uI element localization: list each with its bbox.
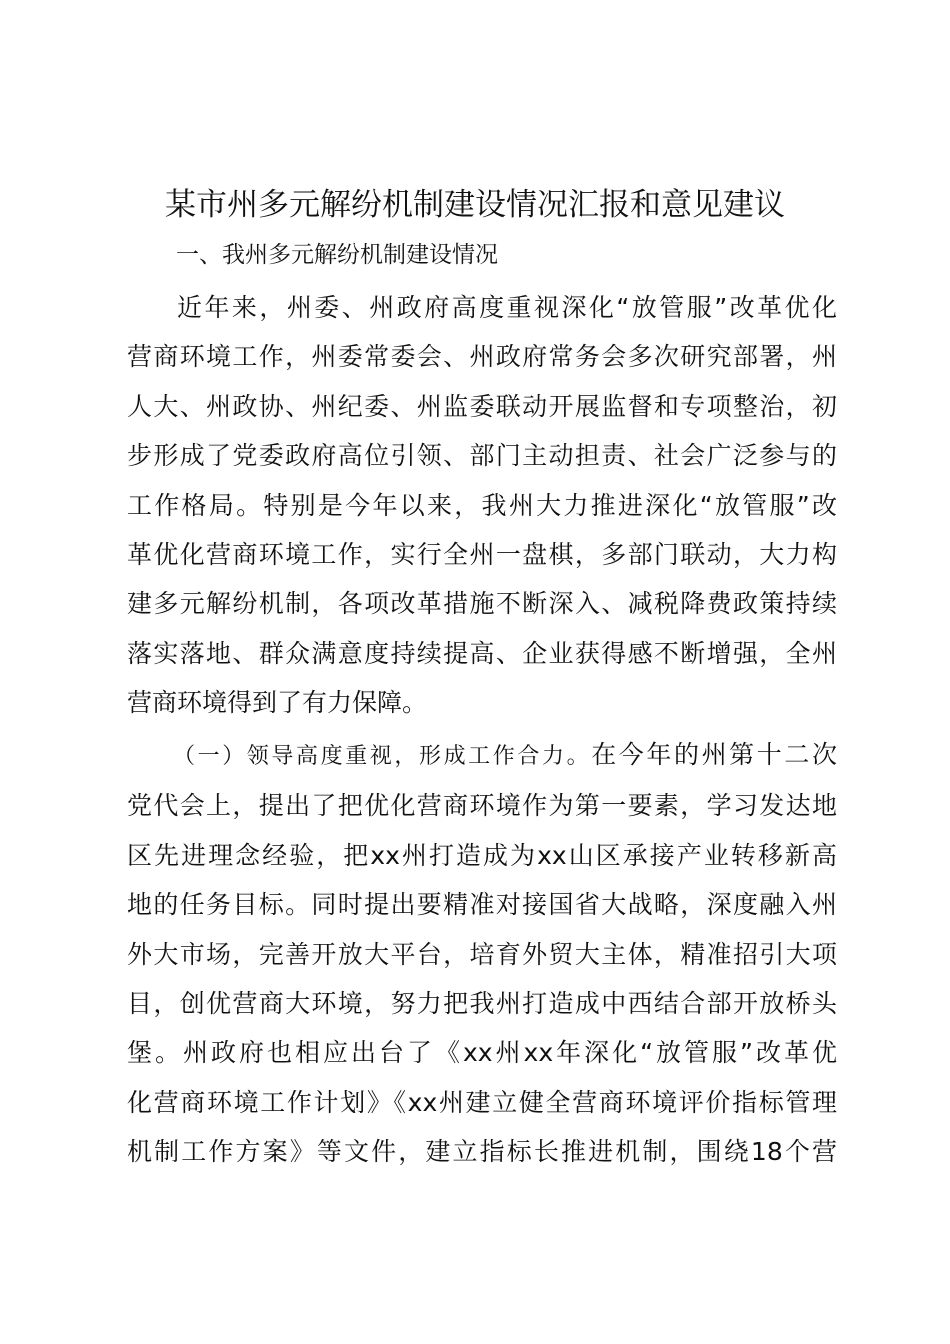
paragraph-line: 革优化营商环境工作，实行全州一盘棋，多部门联动，大力构 [127,540,837,570]
paragraph-line: 外大市场，完善开放大平台，培育外贸大主体，精准招引大项 [127,939,837,969]
section-heading: 一、我州多元解纷机制建设情况 [176,242,498,268]
paragraph-line: 区先进理念经验，把xx州打造成为xx山区承接产业转移新高 [127,840,837,870]
paragraph-first-line-rest: 在今年的州第十二次 [591,740,837,769]
sub-heading: （一）领导高度重视，形成工作合力。 [173,744,592,769]
paragraph-line: 人大、州政协、州纪委、州监委联动开展监督和专项整治，初 [127,391,837,421]
paragraph-line: 目，创优营商大环境，努力把我州打造成中西结合部开放桥头 [127,989,837,1019]
paragraph-line: 工作格局。特别是今年以来，我州大力推进深化“放管服”改 [127,490,837,520]
paragraph-line: 近年来，州委、州政府高度重视深化“放管服”改革优化 [177,293,837,322]
paragraph-line: 营商环境得到了有力保障。 [127,688,428,718]
paragraph-line: 步形成了党委政府高位引领、部门主动担责、社会广泛参与的 [127,441,837,471]
paragraph-line: 营商环境工作，州委常委会、州政府常务会多次研究部署，州 [127,342,837,372]
paragraph-line: 落实落地、群众满意度持续提高、企业获得感不断增强，全州 [127,638,837,668]
paragraph-overview [127,283,837,728]
paragraph-line: 化营商环境工作计划》《xx州建立健全营商环境评价指标管理 [127,1087,837,1117]
paragraph-line: 建多元解纷机制，各项改革措施不断深入、减税降费政策持续 [127,589,837,619]
paragraph-line: 机制工作方案》等文件，建立指标长推进机制，围绕18个营 [127,1137,837,1167]
paragraph-first-line [127,730,837,781]
document-title: 某市州多元解纷机制建设情况汇报和意见建议 [165,187,785,223]
paragraph-line: 党代会上，提出了把优化营商环境作为第一要素，学习发达地 [127,791,837,821]
paragraph-line: 堡。州政府也相应出台了《xx州xx年深化“放管服”改革优 [127,1038,837,1068]
paragraph-line: 地的任务目标。同时提出要精准对接国省大战略，深度融入州 [127,890,837,920]
paragraph-leadership [127,730,837,1177]
